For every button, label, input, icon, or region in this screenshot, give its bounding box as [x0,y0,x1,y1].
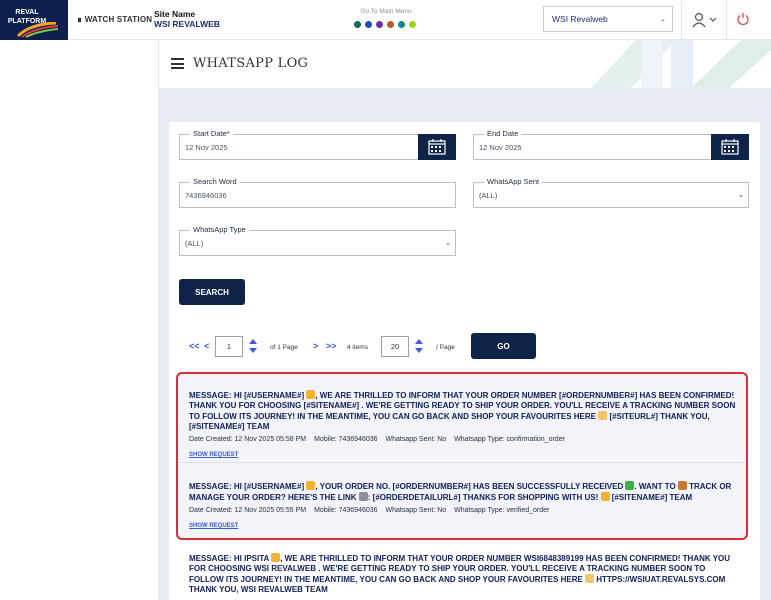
chevron-down-icon: ⌄ [660,16,666,23]
whatsapp-sent-status: Whatsapp Sent: No [385,436,447,443]
power-icon [736,12,750,26]
header-divider [726,0,727,40]
sidebar [0,40,159,600]
mobile-number: Mobile: 7436946036 [314,436,378,443]
whatsapp-type-label: WhatsApp Type [190,225,249,234]
end-date-calendar-button[interactable] [711,134,749,160]
menu-dot[interactable] [365,21,372,28]
page-count-text: of 1 Page [270,344,298,351]
end-date-label: End Date [484,129,521,138]
whatsapp-type: Whatsapp Type: confirmation_order [454,436,565,443]
start-date-calendar-button[interactable] [418,134,456,160]
menu-dot[interactable] [398,21,405,28]
site-name-value: WSI REVALWEB [154,19,220,29]
people-icon [601,492,610,501]
menu-dot[interactable] [354,21,361,28]
start-date-value: 12 Nov 2025 [185,143,228,152]
watch-station-logo[interactable] [77,15,152,24]
menu-dot[interactable] [409,21,416,28]
menu-dot[interactable] [387,21,394,28]
message-meta [189,507,739,514]
top-header [0,0,771,40]
emoji-icon [306,481,315,490]
whatsapp-sent-status: Whatsapp Sent: No [385,507,447,514]
page-title-bar [159,40,771,88]
header-decoration [581,40,771,88]
whatsapp-type: Whatsapp Type: verified_order [454,507,550,514]
message-meta [189,436,739,443]
whatsapp-sent-label: WhatsApp Sent [484,177,542,186]
show-request-link[interactable]: SHOW REQUEST [189,452,239,458]
whatsapp-log-card [169,122,760,600]
reval-platform-logo[interactable] [0,0,68,40]
first-page-link[interactable]: << [189,341,200,351]
chevron-down-icon: ⌄ [445,240,451,247]
main-menu-label[interactable]: Go To Main Menu [360,8,412,15]
pointing-hand-icon [585,574,594,583]
mobile-number: Mobile: 7436946036 [314,507,378,514]
message-divider [178,462,744,463]
calendar-icon [721,139,739,155]
whatsapp-type-select[interactable] [179,225,456,256]
message-item [189,481,739,532]
whatsapp-type-value: (ALL) [185,239,204,248]
show-request-link[interactable]: SHOW REQUEST [189,523,239,529]
start-date-label: Start Date* [190,129,233,138]
start-date-field[interactable] [179,129,456,160]
item-count-text: 4 items [347,344,368,351]
search-button[interactable]: SEARCH [179,279,245,305]
watch-station-text: WATCH STATION [84,15,153,24]
logo-text: REVAL PLATFORM [7,9,47,25]
main-content [159,40,771,600]
search-word-value: 7436946036 [185,191,227,200]
header-divider [681,0,682,40]
user-menu-button[interactable] [690,12,720,28]
message-item [189,553,739,595]
page-title: WHATSAPP LOG [193,56,309,71]
whatsapp-sent-select[interactable] [473,177,749,208]
per-page-label: / Page [436,344,455,351]
pointing-hand-icon [598,411,607,420]
emoji-icon [306,390,315,399]
site-select-value: WSI Revalweb [552,14,608,24]
hamburger-menu-icon[interactable] [171,58,184,69]
menu-dot[interactable] [376,21,383,28]
whatsapp-sent-value: (ALL) [479,191,498,200]
main-menu-dots[interactable] [354,21,416,28]
chevron-down-icon: ⌄ [738,192,744,199]
message-text: MESSAGE: HI [#USERNAME#] , YOUR ORDER NO. [#ORDERNUMBER#] HAS BEEN SUCCESSFULLY RECEIVED . WANT TO TRACK OR MANAGE YOUR ORDER? HERE'S THE LINK : [#ORDERDETAILURL#] THANKS FOR SHOPPING WITH US! [#SITENAME#] TEAM [189,482,732,502]
package-icon [678,481,687,490]
message-text: MESSAGE: HI IPSITA , WE ARE THRILLED TO INFORM THAT YOUR ORDER NUMBER WSI6848389199 HAS BEEN CONFIRMED! THANK YOU FOR CHOOSING WSI REVALWEB . WE'RE GETTING READY TO SHIP YOUR ORDER. YOU'LL RECEIVE A TRACKING NUMBER SOON TO FOLLOW ITS JOURNEY! IN THE MEANTIME, YOU CAN GO BACK AND SHOP YOUR FAVOURITES HERE HTTPS://WSIUAT.REVALSYS.COM THANK YOU, WSI REVALWEB TEAM [189,554,731,594]
end-date-field[interactable] [473,129,749,160]
per-page-stepper-icon[interactable] [414,338,424,354]
search-word-label: Search Word [190,177,240,186]
page-stepper-icon[interactable] [248,338,258,354]
site-name-label: Site Name [154,9,196,19]
logo-swoosh-icon [16,22,60,38]
message-item [189,390,739,461]
watch-station-mark-icon: ∎ [77,15,83,24]
logout-button[interactable] [736,12,750,26]
page-number-input[interactable]: 1 [215,336,243,357]
calendar-icon [428,139,446,155]
user-icon [690,12,720,28]
emoji-icon [271,553,280,562]
per-page-input[interactable]: 20 [381,336,409,357]
search-word-field[interactable] [179,177,456,208]
next-page-link[interactable]: > [313,341,319,351]
site-select[interactable] [543,6,673,32]
link-icon [359,492,368,501]
prev-page-link[interactable]: < [204,341,210,351]
date-created: Date Created: 12 Nov 2025 05:58 PM [189,436,307,443]
last-page-link[interactable]: >> [326,341,337,351]
message-text: MESSAGE: HI [#USERNAME#] , WE ARE THRILLED TO INFORM THAT YOUR ORDER NUMBER [#ORDERNUMBER#] HAS BEEN CONFIRMED! THANK YOU FOR CHOOSING [#SITENAME#] . WE'RE GETTING READY TO SHIP YOUR ORDER. YOU'LL RECEIVE A TRACKING NUMBER SOON TO FOLLOW ITS JOURNEY! IN THE MEANTIME, YOU CAN GO BACK AND SHOP YOUR FAVOURITES HERE [#SITEURL#] THANK YOU, [#SITENAME#] TEAM [189,391,736,431]
end-date-value: 12 Nov 2025 [479,143,522,152]
date-created: Date Created: 12 Nov 2025 05:55 PM [189,507,307,514]
go-button[interactable]: GO [471,333,536,359]
